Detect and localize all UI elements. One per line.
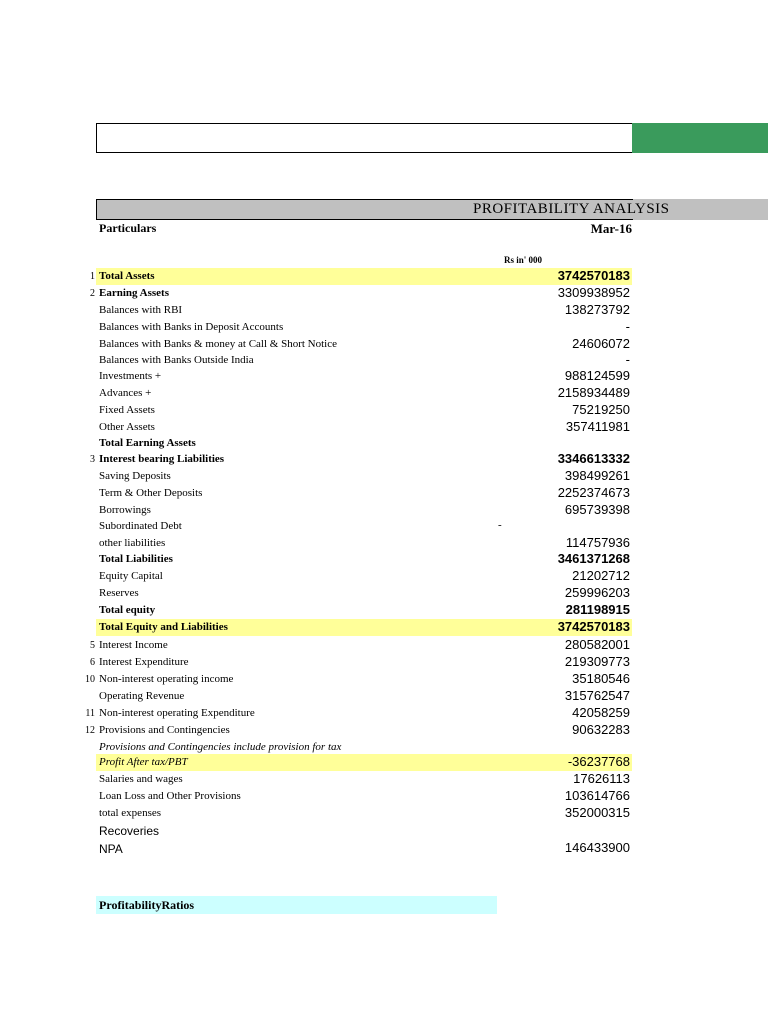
- row-value: 35180546: [572, 671, 630, 686]
- row-label: Profit After tax/PBT: [99, 756, 188, 768]
- row-label: Other Assets: [99, 421, 155, 433]
- row-label: Total Liabilities: [99, 553, 173, 565]
- row-label: NPA: [99, 842, 123, 856]
- row-label: Total equity: [99, 604, 156, 616]
- row-label: Term & Other Deposits: [99, 487, 203, 499]
- row-value: 280582001: [564, 637, 630, 652]
- row-value: 42058259: [572, 705, 630, 720]
- row-value: 90632283: [572, 722, 630, 737]
- row-value: 138273792: [564, 302, 630, 317]
- table-row: [0, 285, 768, 302]
- row-value: 315762547: [564, 688, 630, 703]
- row-value: 352000315: [564, 805, 630, 820]
- title-clip: [356, 123, 728, 153]
- table-row: [0, 535, 768, 552]
- table-row: [0, 585, 768, 602]
- row-value: 2252374673: [557, 485, 630, 500]
- row-value: 103614766: [564, 788, 630, 803]
- table-row: [0, 419, 768, 436]
- table-row: [0, 568, 768, 585]
- row-label: Investments +: [99, 370, 162, 382]
- row-label: Total Equity and Liabilities: [99, 621, 228, 633]
- table-row: [0, 468, 768, 485]
- row-number: 5: [90, 640, 95, 651]
- table-row: [0, 451, 768, 468]
- row-number: 6: [90, 657, 95, 668]
- row-value: 695739398: [564, 502, 630, 517]
- table-row: [0, 551, 768, 568]
- table-row: [0, 435, 768, 452]
- profitability-ratios-header: [96, 896, 497, 914]
- row-label: Operating Revenue: [99, 690, 185, 702]
- row-number: 10: [85, 674, 95, 685]
- section-bar: [96, 199, 768, 220]
- table-row: [0, 788, 768, 805]
- table-row: [0, 637, 768, 654]
- row-label: Non-interest operating income: [99, 673, 234, 685]
- row-value: 398499261: [564, 468, 630, 483]
- row-value: 114757936: [565, 535, 630, 550]
- row-dash: -: [498, 519, 502, 531]
- row-label: Reserves: [99, 587, 139, 599]
- table-row: [0, 671, 768, 688]
- row-label: Subordinated Debt: [99, 520, 182, 532]
- table-row: [0, 402, 768, 419]
- row-number: 3: [90, 454, 95, 465]
- row-label: Borrowings: [99, 504, 151, 516]
- row-label: other liabilities: [99, 537, 166, 549]
- row-label: Advances +: [99, 387, 152, 399]
- section-title: PROFITABILITY ANALYSIS: [473, 201, 670, 217]
- table-row: [0, 840, 768, 857]
- table-row: [0, 302, 768, 319]
- table-row: [0, 654, 768, 671]
- row-label: Provisions and Contingencies: [99, 724, 230, 736]
- row-value: -36237768: [567, 754, 630, 769]
- table-row: [0, 688, 768, 705]
- table-row: [0, 602, 768, 619]
- row-value: 2158934489: [557, 385, 630, 400]
- row-value: -: [625, 352, 630, 367]
- profitability-ratios-label: ProfitabilityRatios: [99, 898, 195, 912]
- row-label: Saving Deposits: [99, 470, 171, 482]
- row-value: 21202712: [572, 568, 630, 583]
- row-label: Balances with Banks in Deposit Accounts: [99, 321, 284, 333]
- table-row: [0, 705, 768, 722]
- page-title: Bank Performance Analysis: [364, 126, 621, 149]
- row-label: Total Earning Assets: [99, 437, 196, 449]
- table-row: [0, 822, 768, 839]
- row-number: 11: [85, 708, 95, 719]
- row-label: Balances with RBI: [99, 304, 183, 316]
- row-value: 146433900: [564, 840, 630, 855]
- row-label: Salaries and wages: [99, 773, 183, 785]
- table-row: [0, 754, 768, 771]
- row-value: 3742570183: [557, 268, 630, 283]
- table-row: [0, 518, 768, 535]
- table-row: [0, 352, 768, 369]
- row-label: Recoveries: [99, 824, 160, 838]
- period-header: Mar-16: [590, 221, 632, 236]
- row-value: 219309773: [564, 654, 630, 669]
- row-number: 2: [90, 288, 95, 299]
- row-label: Provisions and Contingencies include provision for tax: [99, 741, 342, 753]
- particulars-header: Particulars: [99, 221, 157, 235]
- table-row: [0, 268, 768, 285]
- row-number: 1: [90, 271, 95, 282]
- row-label: Loan Loss and Other Provisions: [99, 790, 241, 802]
- row-value: 75219250: [572, 402, 630, 417]
- row-label: Interest Income: [99, 639, 168, 651]
- row-label: Fixed Assets: [99, 404, 155, 416]
- row-label: Total Assets: [99, 270, 155, 282]
- row-label: Earning Assets: [99, 287, 169, 299]
- row-value: 17626113: [573, 771, 630, 786]
- row-value: 281198915: [565, 602, 630, 617]
- table-row: [0, 502, 768, 519]
- row-label: total expenses: [99, 807, 162, 819]
- row-label: Interest bearing Liabilities: [99, 453, 225, 465]
- row-label: Balances with Banks & money at Call & Short Notice: [99, 338, 337, 350]
- row-value: 3742570183: [557, 619, 630, 634]
- row-value: 3461371268: [557, 551, 630, 566]
- row-value: 3309938952: [557, 285, 630, 300]
- table-row: [0, 485, 768, 502]
- row-label: Non-interest operating Expenditure: [99, 707, 255, 719]
- units-label: Rs in' 000: [503, 255, 542, 265]
- row-value: 988124599: [564, 368, 630, 383]
- title-bar: [96, 123, 768, 153]
- table-row: [0, 368, 768, 385]
- row-label: Balances with Banks Outside India: [99, 354, 254, 366]
- table-row: [0, 722, 768, 739]
- table-row: [0, 336, 768, 353]
- row-value: -: [625, 319, 630, 334]
- row-value: 3346613332: [557, 451, 630, 466]
- row-number: 12: [85, 725, 95, 736]
- table-row: [0, 385, 768, 402]
- row-value: 24606072: [572, 336, 630, 351]
- row-label: Equity Capital: [99, 570, 163, 582]
- table-row: [0, 319, 768, 336]
- row-value: 259996203: [564, 585, 630, 600]
- row-value: 357411981: [565, 419, 630, 434]
- section-clip: [356, 199, 728, 220]
- table-row: [0, 619, 768, 636]
- table-row: [0, 805, 768, 822]
- row-label: Interest Expenditure: [99, 656, 189, 668]
- table-row: [0, 771, 768, 788]
